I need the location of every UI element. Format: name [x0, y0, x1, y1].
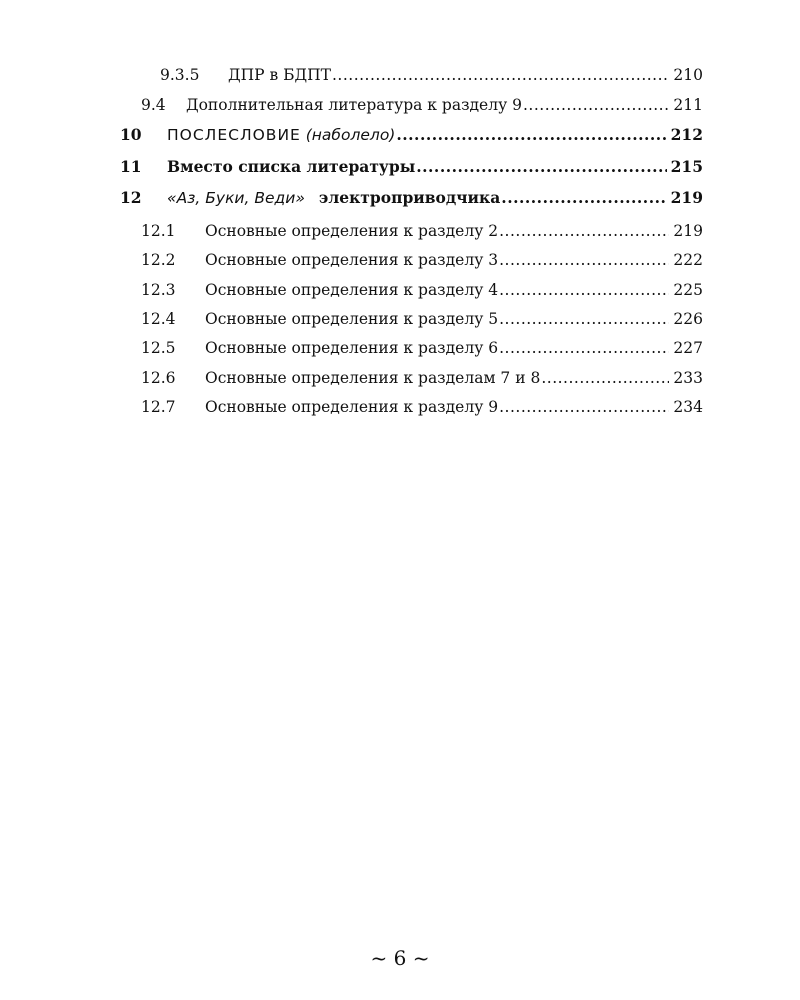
toc-entry-number: 10 [120, 125, 142, 144]
electro-title: электроприводчика [318, 188, 501, 207]
toc-entry[interactable] [141, 279, 703, 301]
toc-entry-title: ДПР в БДПТ [228, 66, 331, 84]
toc-entry[interactable] [160, 64, 703, 86]
toc-entry-title: Вместо списка литературы [167, 157, 416, 176]
toc-chapter[interactable] [120, 187, 703, 209]
toc-entry[interactable] [141, 396, 703, 418]
toc-entry-title: Основные определения к разделу 2 [205, 222, 499, 240]
toc-entry-title: Основные определения к разделу 4 [205, 281, 499, 299]
toc-entry-page: 210 [673, 66, 703, 84]
toc-entry-title [167, 124, 395, 146]
toc-entry-title: Дополнительная литература к разделу 9 [186, 96, 522, 114]
toc-entry-number: 12.2 [141, 251, 176, 269]
toc-entry[interactable] [141, 220, 703, 242]
toc-entry-page: 222 [673, 251, 703, 269]
toc-entry-number: 12.6 [141, 369, 176, 387]
dot-leader [499, 249, 669, 271]
toc-entry-title: Основные определения к разделам 7 и 8 [205, 369, 541, 387]
toc-entry[interactable] [141, 337, 703, 359]
toc-entry-page: 219 [670, 188, 703, 207]
toc-entry[interactable] [141, 249, 703, 271]
toc-entry-title: Основные определения к разделу 6 [205, 339, 499, 357]
toc-entry-number: 12.1 [141, 222, 176, 240]
toc-entry-page: 233 [673, 369, 703, 387]
dot-leader [332, 64, 669, 86]
dot-leader [523, 94, 669, 116]
toc-entry-page: 234 [673, 398, 703, 416]
toc-entry-number: 12 [120, 188, 142, 207]
toc-entry-title: Основные определения к разделу 9 [205, 398, 499, 416]
toc-entry-number: 12.3 [141, 281, 176, 299]
toc-entry-number: 12.5 [141, 339, 176, 357]
toc-entry[interactable] [141, 308, 703, 330]
dot-leader [396, 124, 666, 146]
toc-chapter[interactable] [120, 124, 703, 146]
dot-leader [499, 337, 669, 359]
toc-entry-number: 12.7 [141, 398, 176, 416]
afterword-title: ПОСЛЕСЛОВИЕ [167, 126, 301, 144]
toc-entry-page: 227 [673, 339, 703, 357]
toc-entry-page: 215 [670, 157, 703, 176]
dot-leader [499, 279, 669, 301]
toc-entry-page: 211 [673, 96, 703, 114]
dot-leader [499, 220, 669, 242]
toc-entry-number: 11 [120, 157, 142, 176]
dot-leader [416, 156, 666, 178]
afterword-subtitle: (наболело) [300, 126, 396, 144]
toc-entry-title [167, 187, 500, 209]
page-number: ~ 6 ~ [370, 946, 430, 970]
toc-entry-title: Основные определения к разделу 5 [205, 310, 499, 328]
toc-entry[interactable] [141, 94, 703, 116]
toc-entry-page: 225 [673, 281, 703, 299]
toc-entry-page: 212 [670, 125, 703, 144]
toc-chapter[interactable] [120, 156, 703, 178]
toc-entry-number: 9.4 [141, 96, 166, 114]
dot-leader [501, 187, 666, 209]
toc-entry-page: 219 [673, 222, 703, 240]
toc-entry-page: 226 [673, 310, 703, 328]
dot-leader [499, 396, 669, 418]
dot-leader [499, 308, 669, 330]
toc-entry-title: Основные определения к разделу 3 [205, 251, 499, 269]
dot-leader [541, 367, 669, 389]
az-buki-vedi-title: «Аз, Буки, Веди» [167, 189, 305, 207]
toc-entry-number: 12.4 [141, 310, 176, 328]
toc-entry[interactable] [141, 367, 703, 389]
toc-entry-number: 9.3.5 [160, 66, 200, 84]
